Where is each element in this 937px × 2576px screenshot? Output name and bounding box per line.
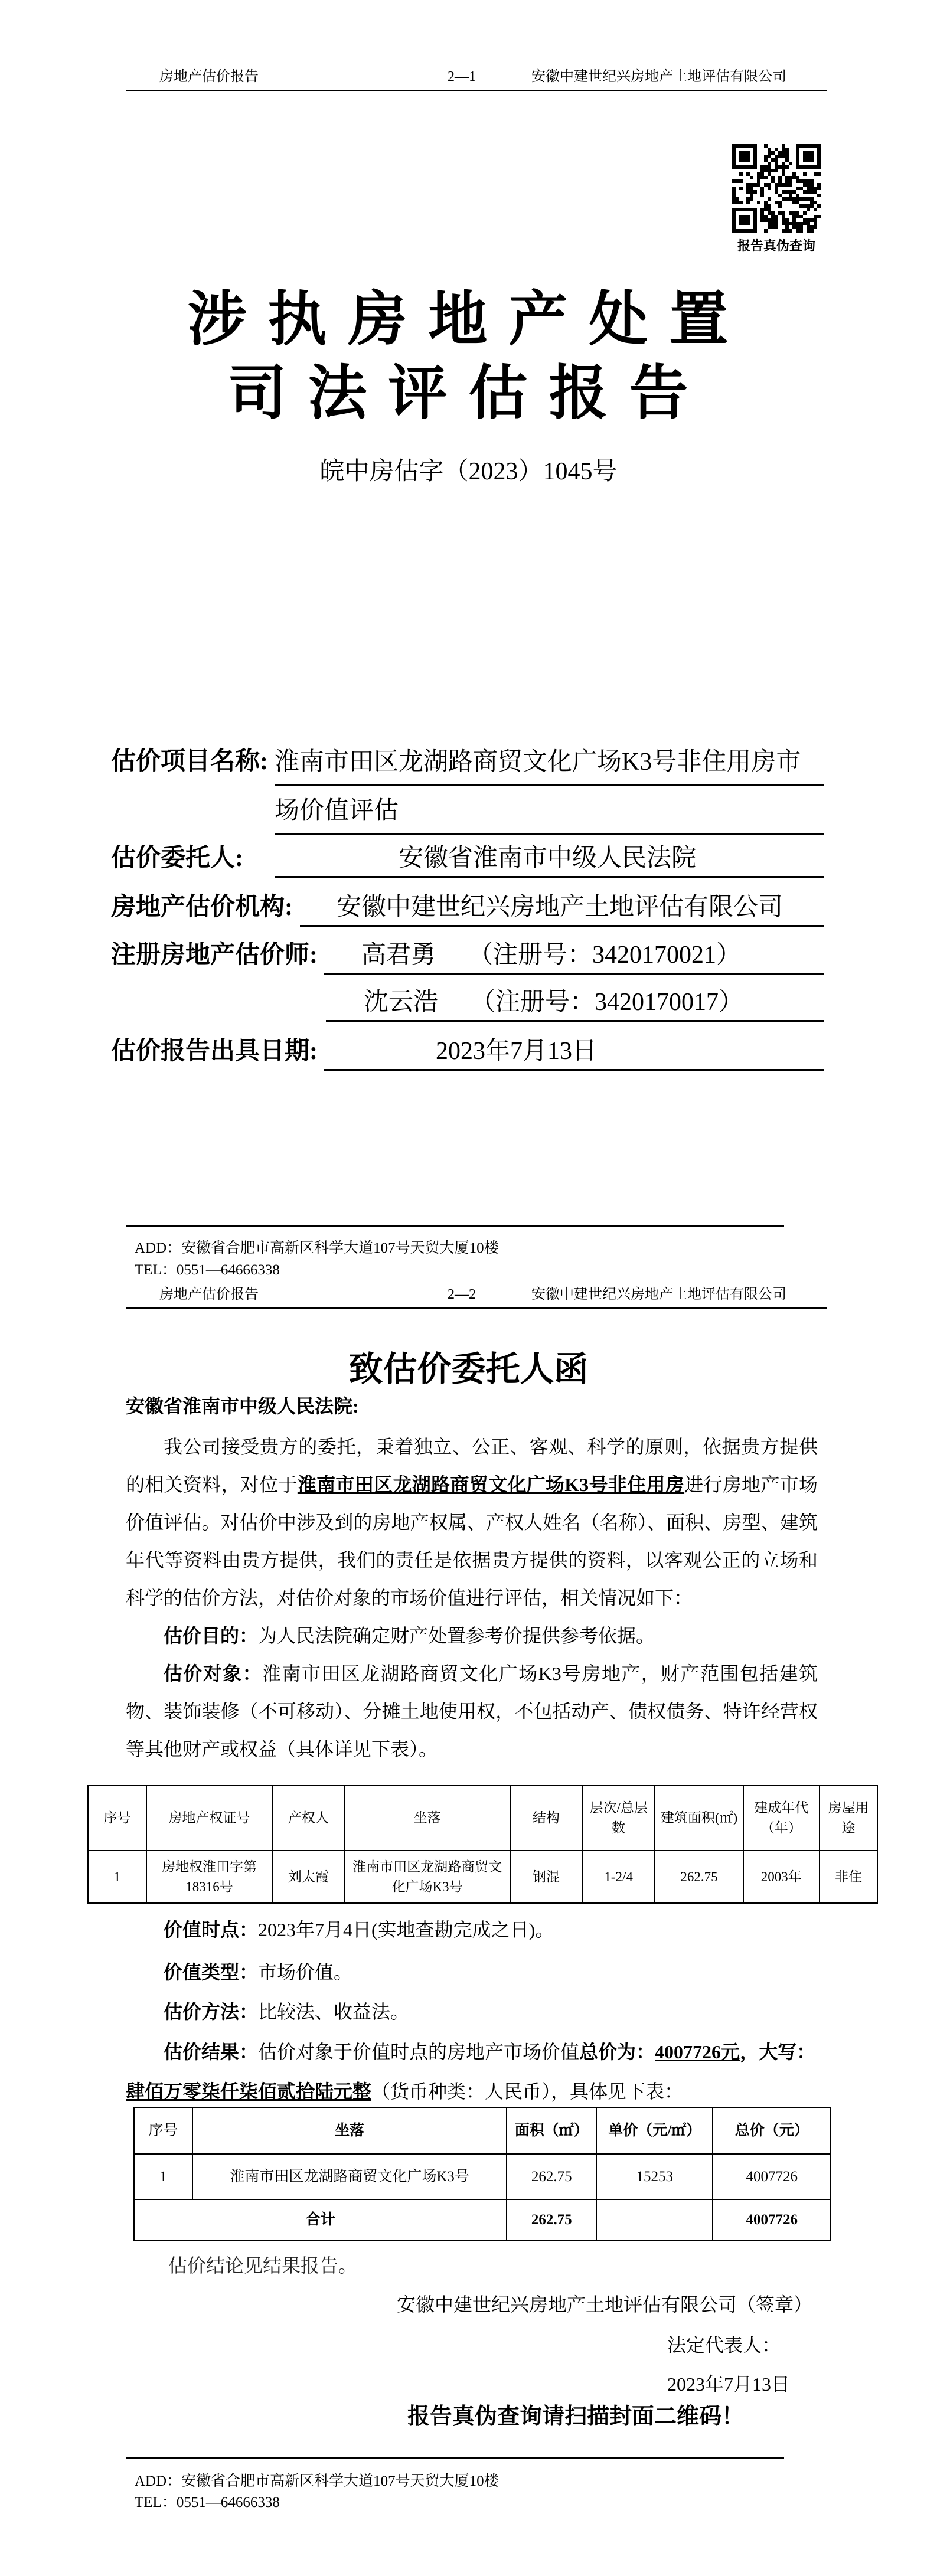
cell: 淮南市田区龙湖路商贸文化广场K3号 [192,2154,507,2199]
total-area: 262.75 [507,2199,596,2240]
col-header: 层次/总层数 [582,1786,655,1851]
footer-address: ADD：安徽省合肥市高新区科学大道107号天贸大厦10楼 [135,1240,499,1256]
client-value: 安徽省淮南市中级人民法院 [275,841,824,878]
appraiser-1-name: 高君勇 [361,942,436,969]
col-header: 产权人 [272,1786,344,1851]
cell: 1 [134,2154,192,2199]
cell: 房地权淮田字第18316号 [146,1851,272,1903]
cell: 淮南市田区龙湖路商贸文化广场K3号 [345,1851,510,1903]
report-date-value: 2023年7月13日 [324,1034,824,1071]
total-label: 合计 [134,2199,507,2240]
cell: 262.75 [507,2154,596,2199]
header-report-type: 房地产估价报告 [159,69,259,84]
agency-label: 房地产估价机构: [111,894,293,921]
letter-title: 致估价委托人函 [348,1350,589,1388]
result-upper-label: ，大写： [740,2041,816,2062]
appraiser-label: 注册房地产估价师: [111,942,318,969]
header-page-number: 2—1 [448,69,476,84]
signer: 安徽中建世纪兴房地产土地评估有限公司（签章） [397,2294,813,2315]
cell: 2003年 [743,1851,820,1903]
cell: 1 [88,1851,146,1903]
col-header: 单价（元/㎡） [596,2108,713,2154]
col-header: 序号 [88,1786,146,1851]
value-date-label: 价值时点： [164,1919,259,1940]
property-name: 淮南市田区龙湖路商贸文化广场K3号非住用房 [297,1474,685,1495]
object-paragraph [126,1655,818,1768]
page2-header [126,1284,827,1309]
table-header-row [88,1786,877,1851]
result-total-label: 总价为： [579,2041,655,2062]
col-header: 序号 [134,2108,192,2154]
col-header: 总价（元） [713,2108,831,2154]
document-number: 皖中房估字（2023）1045号 [319,458,618,485]
cell: 262.75 [655,1851,743,1903]
col-header: 坐落 [192,2108,507,2154]
purpose-paragraph [126,1617,818,1655]
intro-text-continued: 进行房地产市场价值评估。对估价中涉及到的房地产权属、产权人姓名（名称）、面积、房型、建筑年代等资料由贵方提供，我们的责任是依据贵方提供的资料，以客观公正的立场和科学的估价方法，对估价对象的市场价值进行评估，相关情况如下： [126,1474,818,1609]
conclusion: 估价结论见结果报告。 [168,2255,358,2276]
legal-representative: 法定代表人： [667,2335,781,2356]
header-report-type: 房地产估价报告 [159,1287,259,1302]
appraiser-1 [324,937,824,975]
col-header: 面积（㎡） [507,2108,596,2154]
col-header: 建筑面积(㎡) [655,1786,743,1851]
value-type-label: 价值类型： [164,1962,259,1983]
addressee: 安徽省淮南市中级人民法院: [126,1395,359,1417]
method-label: 估价方法： [164,2001,259,2022]
verify-note: 报告真伪查询请扫描封面二维码！ [407,2404,745,2429]
qr-label: 报告真伪查询 [737,238,815,253]
qr-modules [732,144,821,233]
property-table [87,1785,878,1904]
footer-address: ADD：安徽省合肥市高新区科学大道107号天贸大厦10楼 [135,2473,499,2489]
table-row [88,1851,877,1903]
object-label: 估价对象： [164,1663,263,1684]
letter-body [126,1428,818,1768]
cell: 刘太霞 [272,1851,344,1903]
intro-text: 我公司接受贵方的委托，秉着独立、公正、客观、科学的原则，依据贵方提供的相关资料，对位于 [126,1436,818,1495]
appraiser-2 [326,985,824,1022]
method-line [126,1993,856,2031]
footer-tel: TEL：0551—64666338 [135,2495,280,2510]
sign-date: 2023年7月13日 [667,2374,791,2395]
cell: 非住 [820,1851,877,1903]
report-title-line2: 司法评估报告 [227,358,710,427]
footer-tel: TEL：0551—64666338 [135,1262,280,1278]
value-type-line [126,1953,856,1991]
result-total: 4007726元 [655,2041,740,2062]
value-date: 2023年7月4日(实地查勘完成之日)。 [258,1919,554,1940]
method: 比较法、收益法。 [258,2001,410,2022]
table-total-row [134,2199,831,2240]
col-header: 房屋用途 [820,1786,877,1851]
agency-value: 安徽中建世纪兴房地产土地评估有限公司 [300,890,824,927]
page1-header [126,66,827,91]
object-text: 淮南市田区龙湖路商贸文化广场K3号房地产，财产范围包括建筑物、装饰装修（不可移动）、分摊土地使用权，不包括动产、债权债务、特许经营权等其他财产或权益（具体详见下表）。 [126,1663,818,1760]
cell [596,2199,713,2240]
appraiser-2-name: 沈云浩 [364,989,439,1016]
qr-code-icon[interactable] [732,144,821,233]
footer-divider [126,1225,784,1227]
table-header-row [134,2108,831,2154]
col-header: 房地产权证号 [146,1786,272,1851]
header-company: 安徽中建世纪兴房地产土地评估有限公司 [531,69,786,84]
header-company: 安徽中建世纪兴房地产土地评估有限公司 [531,1287,786,1302]
header-page-number: 2—2 [448,1287,476,1302]
col-header: 建成年代（年） [743,1786,820,1851]
report-title-line1: 涉执房地产处置 [187,285,750,354]
result-tail: （货币种类：人民币），具体见下表： [371,2081,684,2102]
col-header: 结构 [510,1786,582,1851]
cell: 15253 [596,2154,713,2199]
table-row [134,2154,831,2199]
project-name-value: 淮南市田区龙湖路商贸文化广场K3号非住用房市场价值评估 [275,738,824,836]
result-line [126,2033,856,2071]
col-header: 坐落 [345,1786,510,1851]
result-upper-line [126,2072,818,2110]
client-label: 估价委托人: [111,845,243,872]
report-date-label: 估价报告出具日期: [111,1038,318,1065]
value-date-line [126,1911,856,1949]
cell: 4007726 [713,2154,831,2199]
result-label: 估价结果： [164,2041,259,2062]
result-text: 估价对象于价值时点的房地产市场价值 [258,2041,580,2062]
cell: 1-2/4 [582,1851,655,1903]
purpose-text: 为人民法院确定财产处置参考价提供参考依据。 [258,1625,655,1646]
appraiser-2-reg: （注册号：3420170017） [471,989,744,1016]
value-type: 市场价值。 [258,1962,353,1983]
footer-divider [126,2457,784,2459]
total-price: 4007726 [713,2199,831,2240]
purpose-label: 估价目的： [164,1625,259,1646]
intro-paragraph [126,1428,818,1617]
appraiser-1-reg: （注册号：3420170021） [468,942,742,969]
cell: 钢混 [510,1851,582,1903]
result-upper: 肆佰万零柒仟柒佰贰拾陆元整 [126,2081,372,2102]
project-name-label: 估价项目名称: [111,748,268,775]
value-table [133,2107,831,2241]
